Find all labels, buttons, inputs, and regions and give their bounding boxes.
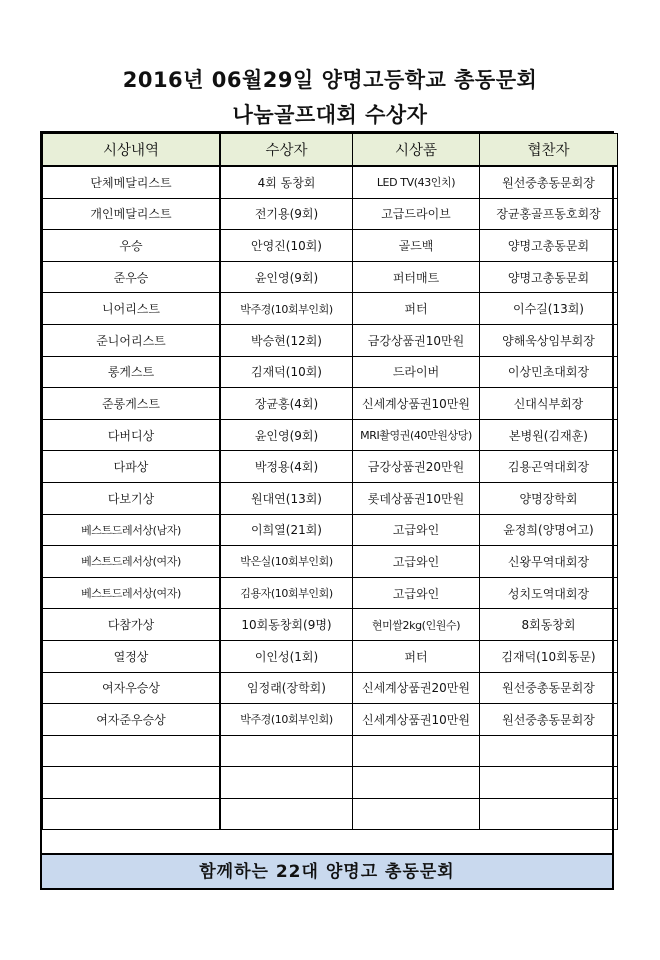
sponsor-cell: 양명고총동문회 <box>480 230 618 262</box>
award-cell <box>43 735 221 767</box>
table-row <box>43 293 618 325</box>
sponsor-cell: 이수길(13회) <box>480 293 618 325</box>
table-row <box>43 640 618 672</box>
prize-cell: 금강상품권10만원 <box>353 324 480 356</box>
sponsor-cell: 장균홍골프동호회장 <box>480 198 618 230</box>
winner-cell: 윤인영(9회) <box>220 261 353 293</box>
award-cell: 베스트드레서상(여자) <box>43 577 221 609</box>
header-award: 시상내역 <box>43 134 221 167</box>
winner-cell: 박은실(10회부인회) <box>220 546 353 578</box>
footer-banner: 함께하는 22대 양명고 총동문회 <box>42 853 612 888</box>
sponsor-cell: 신대식부회장 <box>480 388 618 420</box>
winner-cell: 윤인영(9회) <box>220 419 353 451</box>
award-cell: 준우승 <box>43 261 221 293</box>
prize-cell: 드라이버 <box>353 356 480 388</box>
table-row <box>43 166 618 198</box>
table-row <box>43 704 618 736</box>
award-cell: 여자준우승상 <box>43 704 221 736</box>
sponsor-cell: 원선중총동문회장 <box>480 166 618 198</box>
award-cell: 개인메달리스트 <box>43 198 221 230</box>
table-row <box>43 798 618 830</box>
winner-cell: 전기용(9회) <box>220 198 353 230</box>
award-cell: 롱게스트 <box>43 356 221 388</box>
winner-cell: 장균홍(4회) <box>220 388 353 420</box>
sponsor-cell: 원선중총동문회장 <box>480 672 618 704</box>
table-row <box>43 546 618 578</box>
table-row <box>43 735 618 767</box>
winner-cell: 김용자(10회부인회) <box>220 577 353 609</box>
prize-cell: LED TV(43인치) <box>353 166 480 198</box>
sponsor-cell: 신왕무역대회장 <box>480 546 618 578</box>
award-cell: 단체메달리스트 <box>43 166 221 198</box>
table-row <box>43 324 618 356</box>
winner-cell: 박주경(10회부인회) <box>220 704 353 736</box>
sponsor-cell: 성치도역대회장 <box>480 577 618 609</box>
award-cell: 다보기상 <box>43 482 221 514</box>
sponsor-cell <box>480 735 618 767</box>
header-row <box>43 134 618 167</box>
award-cell <box>43 798 221 830</box>
document-subtitle: 나눔골프대회 수상자 <box>232 103 428 127</box>
winner-cell <box>220 735 353 767</box>
sponsor-cell: 윤정희(양명여고) <box>480 514 618 546</box>
prize-cell: 고급드라이브 <box>353 198 480 230</box>
prize-cell <box>353 735 480 767</box>
winner-cell: 임정래(장학회) <box>220 672 353 704</box>
sponsor-cell: 양명장학회 <box>480 482 618 514</box>
table-row <box>43 419 618 451</box>
award-cell: 준롱게스트 <box>43 388 221 420</box>
award-cell: 여자우승상 <box>43 672 221 704</box>
prize-cell: 현미쌀2kg(인원수) <box>353 609 480 641</box>
prize-cell: 골드백 <box>353 230 480 262</box>
winner-cell: 김재덕(10회) <box>220 356 353 388</box>
prize-cell: 금강상품권20만원 <box>353 451 480 483</box>
sponsor-cell: 양해욱상임부회장 <box>480 324 618 356</box>
award-cell: 다버디상 <box>43 419 221 451</box>
header-prize: 시상품 <box>353 134 480 167</box>
sponsor-cell: 이상민초대회장 <box>480 356 618 388</box>
prize-cell: 고급와인 <box>353 577 480 609</box>
prize-cell: 퍼터 <box>353 640 480 672</box>
sponsor-cell <box>480 798 618 830</box>
award-cell: 우승 <box>43 230 221 262</box>
prize-cell: 신세계상품권20만원 <box>353 672 480 704</box>
table-row <box>43 230 618 262</box>
winner-cell: 박정용(4회) <box>220 451 353 483</box>
table-row <box>43 514 618 546</box>
prize-cell: MRI촬영권(40만원상당) <box>353 419 480 451</box>
winner-cell <box>220 767 353 799</box>
award-cell: 다참가상 <box>43 609 221 641</box>
winner-cell: 박승현(12회) <box>220 324 353 356</box>
table-row <box>43 767 618 799</box>
award-cell: 다파상 <box>43 451 221 483</box>
table-row <box>43 261 618 293</box>
table-row <box>43 482 618 514</box>
sponsor-cell: 김재덕(10회동문) <box>480 640 618 672</box>
winner-cell: 이인성(1회) <box>220 640 353 672</box>
prize-cell <box>353 798 480 830</box>
sponsor-cell <box>480 767 618 799</box>
prize-cell <box>353 767 480 799</box>
winner-cell: 4회 동창회 <box>220 166 353 198</box>
awards-table-frame <box>40 131 614 890</box>
sponsor-cell: 양명고총동문회 <box>480 261 618 293</box>
award-cell: 베스트드레서상(여자) <box>43 546 221 578</box>
prize-cell: 퍼터매트 <box>353 261 480 293</box>
prize-cell: 고급와인 <box>353 514 480 546</box>
winner-cell: 안영진(10회) <box>220 230 353 262</box>
award-cell: 열정상 <box>43 640 221 672</box>
prize-cell: 신세계상품권10만원 <box>353 388 480 420</box>
winner-cell: 이희열(21회) <box>220 514 353 546</box>
sponsor-cell: 원선중총동문회장 <box>480 704 618 736</box>
header-winner: 수상자 <box>220 134 353 167</box>
table-row <box>43 356 618 388</box>
prize-cell: 롯데상품권10만원 <box>353 482 480 514</box>
winner-cell: 박주경(10회부인회) <box>220 293 353 325</box>
prize-cell: 고급와인 <box>353 546 480 578</box>
winner-cell <box>220 798 353 830</box>
sponsor-cell: 본병원(김재훈) <box>480 419 618 451</box>
winner-cell: 원대연(13회) <box>220 482 353 514</box>
award-cell: 준니어리스트 <box>43 324 221 356</box>
table-row <box>43 577 618 609</box>
sponsor-cell: 김용곤역대회장 <box>480 451 618 483</box>
table-row <box>43 198 618 230</box>
table-row <box>43 388 618 420</box>
award-cell: 베스트드레서상(남자) <box>43 514 221 546</box>
header-sponsor: 협찬자 <box>480 134 618 167</box>
sponsor-cell: 8회동창회 <box>480 609 618 641</box>
prize-cell: 퍼터 <box>353 293 480 325</box>
winner-cell: 10회동창회(9명) <box>220 609 353 641</box>
award-cell <box>43 767 221 799</box>
awards-table <box>42 133 618 830</box>
prize-cell: 신세계상품권10만원 <box>353 704 480 736</box>
document-title: 2016년 06월29일 양명고등학교 총동문회 <box>122 68 538 92</box>
award-cell: 니어리스트 <box>43 293 221 325</box>
table-row <box>43 609 618 641</box>
table-row <box>43 672 618 704</box>
table-row <box>43 451 618 483</box>
